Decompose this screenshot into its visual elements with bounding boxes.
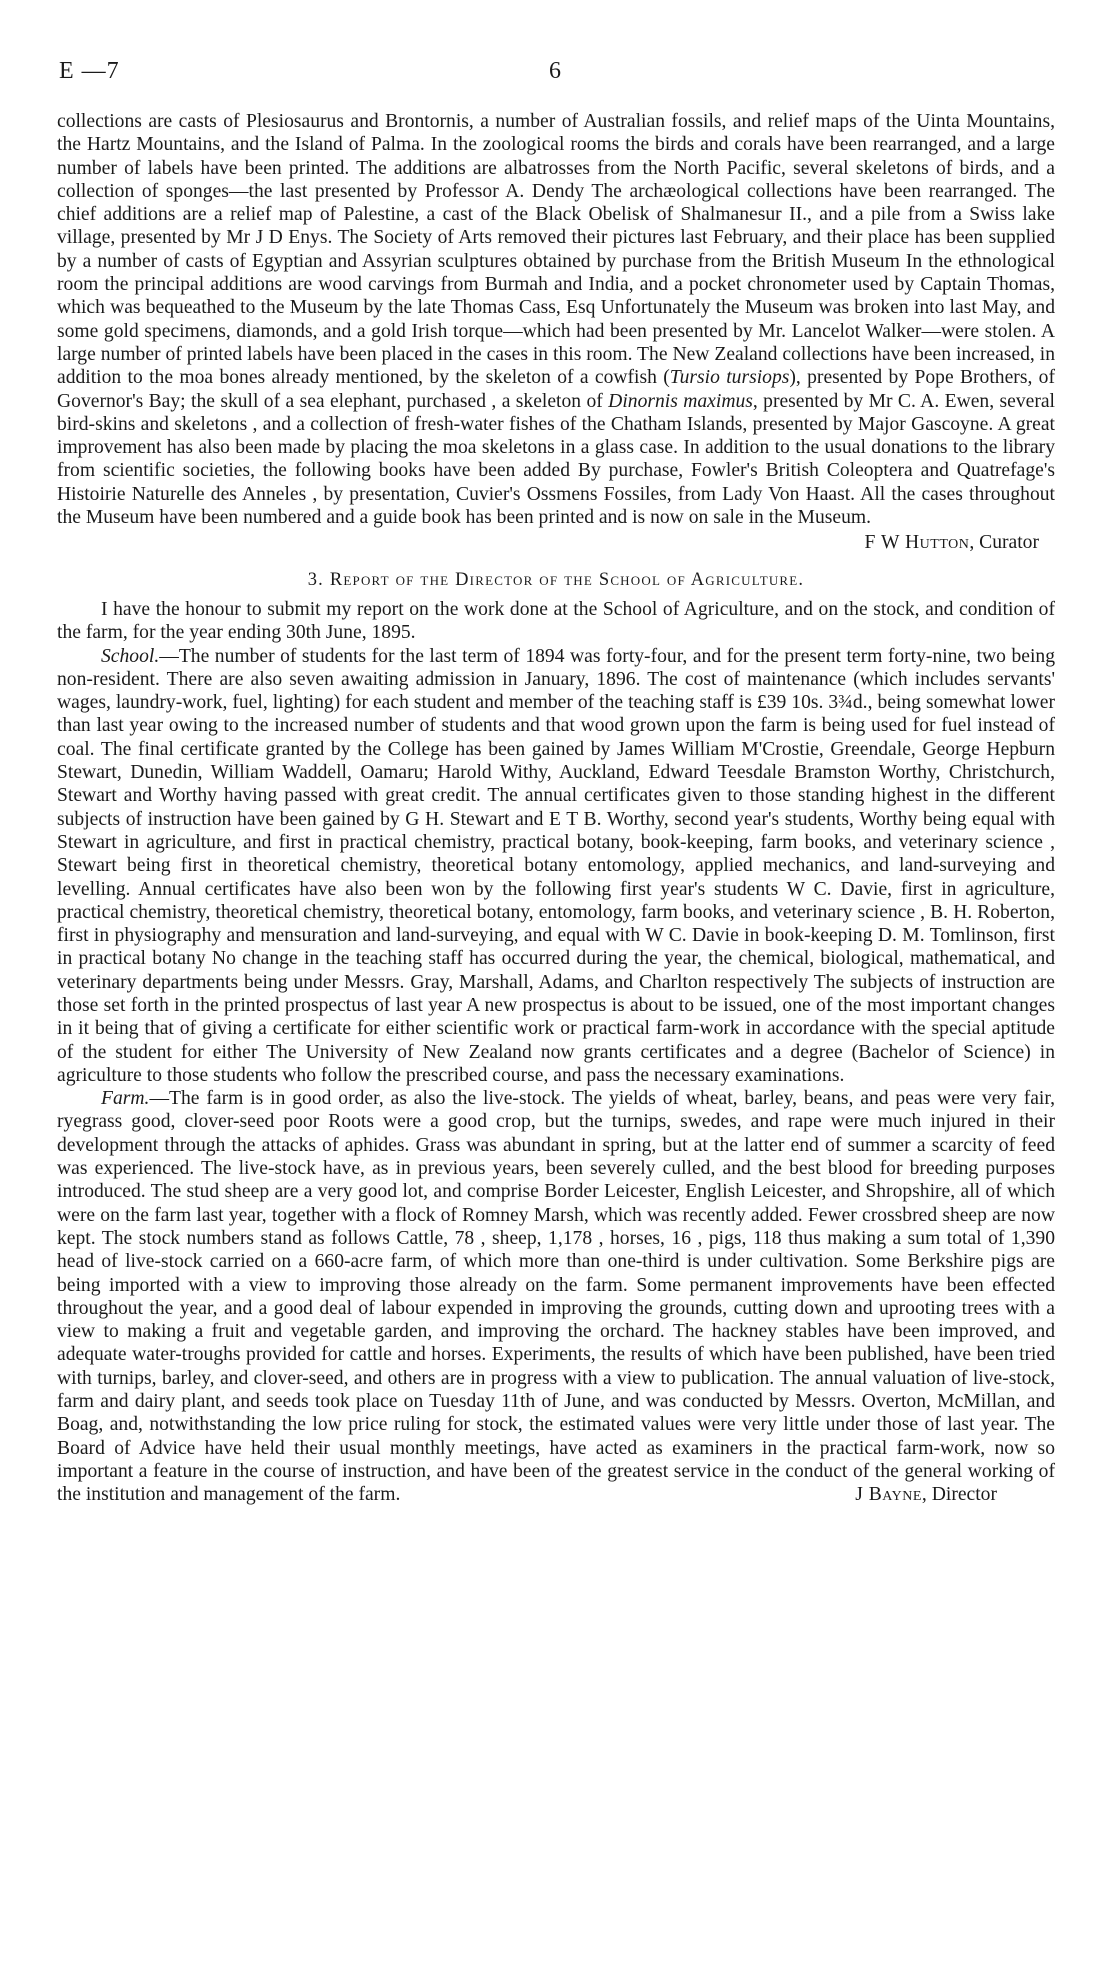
museum-text-3: , presented by Mr C. A. Ewen, several bird-skins and skeletons , and a collection of fresh-water fishes of the Chatham Islands, presented by Major Gascoyne. A great improvement has also been made by placing the moa skeletons in a glass case. In addition to the usual donations to the library from scientific societies, the following books have been added By purchase, Fowler's British Coleoptera and Quatrefage's Histoirie Naturelle des Anneles , by presentation, Cuvier's Ossmens Fossiles, from Lady Von Haast. All the cases throughout the Museum have been numbered and a guide book has been printed and is now on sale in the Museum. xyxy=(57,390,1055,529)
museum-text-2: ), presented by Pope Brothers, of Governor's Bay; the skull of a sea elephant, purchased , a skeleton of xyxy=(57,367,1055,412)
museum-paragraph xyxy=(57,110,1055,529)
farm-text: —The farm is in good order, as also the live-stock. The yields of wheat, barley, beans, and peas were very fair, ryegrass good, clover-seed poor Roots were a good crop, but the turnips, swedes, and rape were much injured in their development through the attacks of aphides. Grass was abundant in spring, but at the latter end of summer a scarcity of feed was experienced. The live-stock have, as in previous years, been severely culled, and the best blood for breeding purposes introduced. The stud sheep are a very good lot, and comprise Border Leicester, English Leicester, and Shropshire, all of which were on the farm last year, together with a flock of Romney Marsh, which was recently added. Fewer crossbred sheep are now kept. The stock numbers stand as follows Cattle, 78 , sheep, 1,178 , horses, 16 , pigs, 118 thus making a sum total of 1,390 head of live-stock carried on a 660-acre farm, of which more than one-third is under cultivation. Some Berkshire pigs are being imported with a view to improving those already on the farm. Some permanent improvements have been effected throughout the year, and a good deal of labour expended in improving the grounds, cutting down and uprooting trees with a view to making a fruit and vegetable garden, and improving the orchard. The hackney stables have been improved, and adequate water-troughs provided for cattle and horses. Experiments, the results of which have been published, have been tried with turnips, barley, and clover-seed, and others are in progress with a view to publication. The annual valuation of live-stock, farm and dairy plant, and seeds took place on Tuesday 11th of June, and was conducted by Messrs. Overton, McMillan, and Boag, and, notwithstanding the low price ruling for stock, the estimated values were very little under those of last year. The Board of Advice have held their usual monthly meetings, have acted as examiners in the practical farm-work, now so important a feature in the course of instruction, and have been of the greatest service in the conduct of the general working of the institution and management of the farm. xyxy=(57,1088,1055,1506)
school-text: —The number of students for the last term of 1894 was forty-four, and for the present term forty-nine, two being non-resident. There are also seven awaiting admission in January, 1896. The cost of maintenance (which includes servants' wages, laundry-work, fuel, lighting) for each student and member of the teaching staff is £39 10s. 3¾d., being somewhat lower than last year owing to the increased number of students and that wood grown upon the farm is being used for fuel instead of coal. The final certificate granted by the College has been gained by James William M'Crostie, Greendale, George Hepburn Stewart, Dunedin, William Waddell, Oamaru; Harold Withy, Auckland, Edward Teesdale Bramston Worthy, Christchurch, Stewart and Worthy having passed with great credit. The annual certificates given to those standing highest in the different subjects of instruction have been gained by G H. Stewart and E T B. Worthy, second year's students, Worthy being equal with Stewart in agriculture, and first in practical chemistry, practical botany, book-keeping, farm books, and veterinary science , Stewart being first in theoretical chemistry, theoretical botany entomology, applied mechanics, and land-surveying and levelling. Annual certificates have also been won by the following first year's students W C. Davie, first in agriculture, practical chemistry, theoretical chemistry, theoretical botany, entomology, farm books, and veterinary science , B. H. Roberton, first in physiography and mensuration and land-surveying, and equal with W C. Davie in book-keeping D. M. Tomlinson, first in practical botany No change in the teaching staff has occurred during the year, the chemical, biological, mathematical, and veterinary departments being under Messrs. Gray, Marshall, Adams, and Charlton respectively The subjects of instruction are those set forth in the printed prospectus of last year A new prospectus is about to be issued, one of the most important changes in it being that of giving a certificate for either scientific work or practical farm-work in accordance with the special aptitude of the student for either The University of New Zealand now grants certificates and a degree (Bachelor of Science) in agriculture to those students who follow the prescribed course, and pass the necessary examinations. xyxy=(57,645,1055,1086)
curator-signature xyxy=(57,531,1055,554)
page-header xyxy=(57,58,1055,92)
section-heading xyxy=(57,569,1055,592)
farm-paragraph xyxy=(57,1087,1055,1506)
farm-run-in-heading: Farm. xyxy=(101,1088,150,1110)
document-reference: E —7 xyxy=(59,58,120,84)
page-number: 6 xyxy=(549,58,561,84)
document-body xyxy=(57,110,1055,1507)
museum-text-1: collections are casts of Plesiosaurus and Brontornis, a number of Australian fossils, and relief maps of the Uinta Mountains, the Hartz Mountains, and the Island of Palma. In the zoological rooms the birds and corals have been rearranged, and a large number of labels have been printed. The additions are albatrosses from the North Pacific, several skeletons of birds, and a collection of sponges—the last presented by Professor A. Dendy The archæological collections have been rearranged. The chief additions are a relief map of Palestine, a cast of the Black Obelisk of Shalmanesur II., and a pile from a Swiss lake village, presented by Mr J D Enys. The Society of Arts removed their pictures last February, and their place has been supplied by a number of casts of Egyptian and Assyrian sculptures obtained by purchase from the British Museum In the ethnological room the principal additions are wood carvings from Burmah and India, and a pocket chronometer used by Captain Thomas, which was bequeathed to the Museum by the late Thomas Cass, Esq Unfortunately the Museum was broken into last May, and some gold specimens, diamonds, and a gold Irish torque—which had been presented by Mr. Lancelot Walker—were stolen. A large number of printed labels have been placed in the cases in this room. The New Zealand collections have been increased, in addition to the moa bones already mentioned, by the skeleton of a cowfish ( xyxy=(57,111,1055,389)
species-name-dinornis: Dinornis maximus xyxy=(608,390,753,412)
director-title: , Director xyxy=(921,1484,997,1506)
school-run-in-heading: School. xyxy=(101,645,160,667)
curator-name: F W Hutton xyxy=(864,532,970,554)
school-paragraph xyxy=(57,645,1055,1088)
document-page xyxy=(57,58,1055,1507)
director-name: J Bayne xyxy=(855,1484,922,1506)
curator-title: , Curator xyxy=(969,532,1039,554)
intro-paragraph: I have the honour to submit my report on the work done at the School of Agriculture, and on the stock, and condition of the farm, for the year ending 30th June, 1895. xyxy=(57,598,1055,644)
species-name-tursio: Tursio tursiops xyxy=(669,367,790,389)
section-heading-text: 3. Report of the Director of the School of Agriculture. xyxy=(307,569,805,590)
